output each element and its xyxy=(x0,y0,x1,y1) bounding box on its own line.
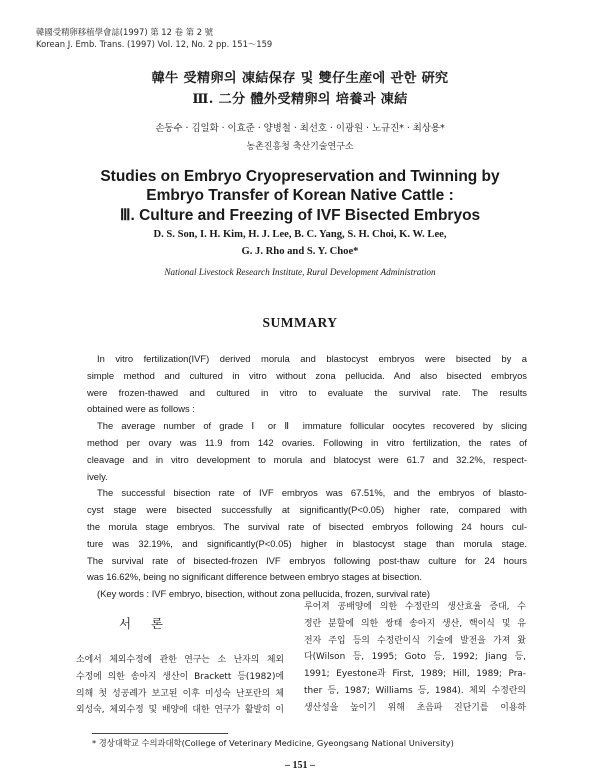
introduction-left-column xyxy=(76,652,284,719)
footnote-divider xyxy=(92,733,228,734)
key-words: (Key words : IVF embryo, bisection, without zona pellucida, frozen, survival rate) xyxy=(97,588,430,600)
footnote: * 경상대학교 수의과대학(College of Veterinary Medicine, Gyeongsang National University) xyxy=(92,738,454,748)
introduction-right-column xyxy=(304,599,526,717)
summary-line: cyst stage were bisected successfully at significantly(P<0.05) higher rate, compared with xyxy=(87,504,527,516)
body-line: 의해 첫 성공례가 보고된 이후 미성숙 난포란의 체 xyxy=(76,688,284,699)
english-affiliation: National Livestock Research Institute, Rural Development Administration xyxy=(164,267,436,277)
summary-body xyxy=(87,351,527,603)
english-title-line-1: Studies on Embryo Cryopreservation and Twinning by xyxy=(100,168,500,185)
summary-line: The successful bisection rate of IVF embryos was 67.51%, and the embryos of blasto- xyxy=(97,487,527,499)
body-line: 루어져 공배양에 의한 수정란의 생산효율 증대, 수 xyxy=(304,602,526,612)
summary-line: was 16.62%, being no significant difference between embryo stages at bisection. xyxy=(87,571,422,583)
body-line: 외성숙, 체외수정 및 배양에 대한 연구가 활발히 이 xyxy=(76,705,284,716)
korean-affiliation: 농촌진흥청 축산기술연구소 xyxy=(246,142,354,152)
summary-line: obtained were as follows : xyxy=(87,403,195,415)
english-authors-line-2: G. J. Rho and S. Y. Choe* xyxy=(241,246,359,257)
summary-line: The survival rate of bisected-frozen IVF embryos following post-thaw culture for 24 hours xyxy=(87,554,527,566)
summary-line: cleavage and in vitro development to morula and blatocyst were 61.7 and 32.2%, respect- xyxy=(87,453,527,465)
introduction-heading: 서 론 xyxy=(118,616,172,631)
body-line: 전자 주입 등의 수정란이식 기술에 발전을 가져 왔 xyxy=(304,635,526,646)
korean-title-line-1: 韓牛 受精卵의 凍結保存 및 雙仔生産에 관한 硏究 xyxy=(151,71,449,86)
english-title-line-3: Ⅲ. Culture and Freezing of IVF Bisected Embryos xyxy=(119,207,481,224)
body-line: ther 등, 1987; Williams 등, 1984). 체외 수정란의 xyxy=(304,685,526,696)
english-title-line-2: Embryo Transfer of Korean Native Cattle : xyxy=(146,187,454,204)
summary-line: simple method and cultured in vitro without zona pellucida. And also bisected embryos xyxy=(87,369,527,381)
english-authors-line-1: D. S. Son, I. H. Kim, H. J. Lee, B. C. Yang, S. H. Choi, K. W. Lee, xyxy=(153,229,447,240)
summary-line: ture was 32.19%, and significantly(P<0.05) higher in blastocyst stage than morula stage. xyxy=(87,537,527,549)
body-line: 수정에 의한 송아지 생산이 Brackett 등(1982)에 xyxy=(76,671,284,682)
summary-heading: SUMMARY xyxy=(262,315,338,330)
body-line: 정란 분할에 의한 쌍태 송아지 생산, 핵이식 및 유 xyxy=(304,618,526,629)
summary-line: The average number of grade Ⅰ or Ⅱ immature follicular oocytes recovered by slicing xyxy=(97,420,527,432)
body-line: 다(Wilson 등, 1995; Goto 등, 1992; Jiang 등, xyxy=(304,652,526,663)
body-line: 생산성을 높이기 위해 초음파 진단기를 이용하 xyxy=(304,702,526,713)
page-number: – 151 – xyxy=(285,760,315,771)
summary-line: method per ovary was 11.9 from 142 ovaries. Following in vitro fertilization, the rates of xyxy=(87,436,527,448)
korean-authors: 손동수 · 김일화 · 이효준 · 양병철 · 최선호 · 이광원 · 노규진* · 최상용* xyxy=(155,123,445,134)
journal-citation-english: Korean J. Emb. Trans. (1997) Vol. 12, No. 2 pp. 151～159 xyxy=(36,39,273,49)
summary-line: the morula stage embryos. The survival rate of bisected embryos following 24 hours cul- xyxy=(87,520,527,532)
journal-citation-korean: 韓國受精卵移植學會誌(1997) 第 12 卷 第 2 號 xyxy=(36,27,214,37)
summary-line: were frozen-thawed and cultured in vitro to evaluate the survival rate. The results xyxy=(87,386,527,398)
body-line: 소에서 체외수정에 관한 연구는 소 난자의 체외 xyxy=(76,655,284,665)
body-line: 1991; Eyestone과 First, 1989; Hill, 1989; Pra- xyxy=(304,669,526,680)
summary-line: In vitro fertilization(IVF) derived morula and blastocyst embryos were bisected by a xyxy=(97,353,527,364)
korean-title-line-2: Ⅲ. 二分 體外受精卵의 培養과 凍結 xyxy=(192,92,408,107)
summary-line: ively. xyxy=(87,470,108,482)
